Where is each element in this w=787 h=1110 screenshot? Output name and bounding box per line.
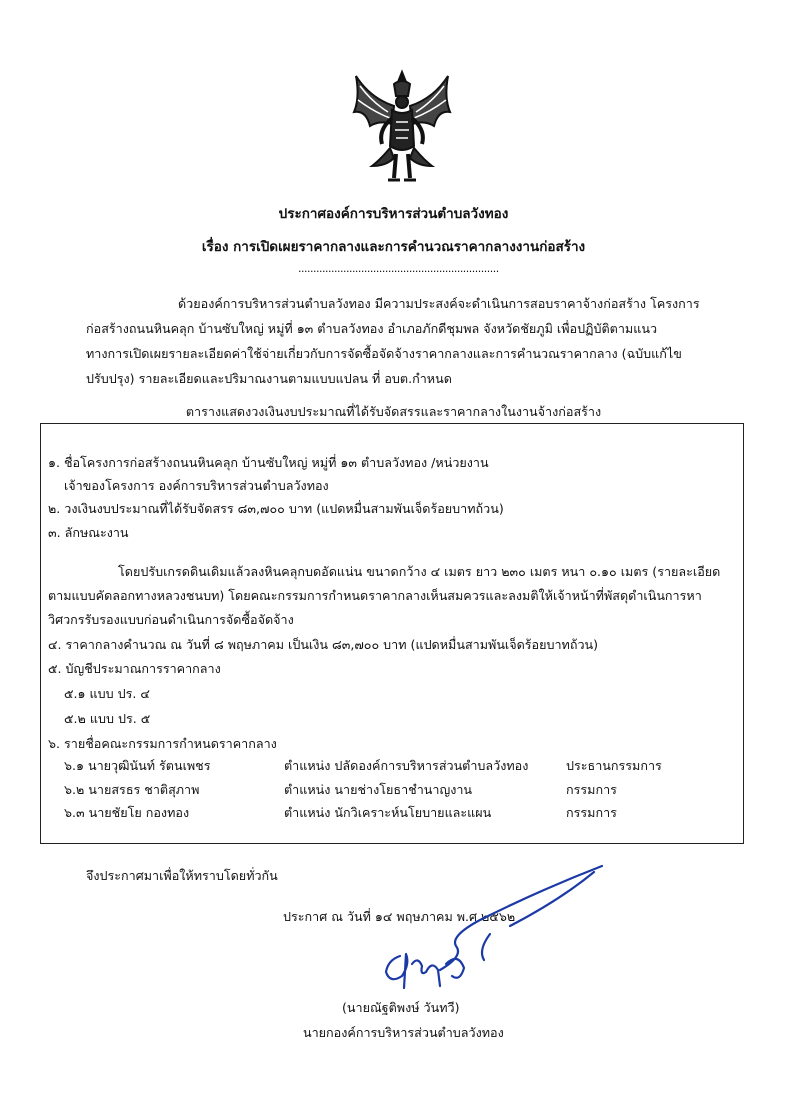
committee-role-2: กรรมการ: [566, 782, 617, 797]
item-4: ๔. ราคากลางคำนวณ ณ วันที่ ๘ พฤษภาคม เป็นเงิน ๘๓,๗๐๐ บาท (แปดหมื่นสามพันเจ็ดร้อยบาทถ้วน): [48, 637, 599, 652]
announce-date: ประกาศ ณ วันที่ ๑๔ พฤษภาคม พ.ศ.๒๕๖๒: [283, 909, 516, 924]
intro-line-3: ทางการเปิดเผยรายละเอียดค่าใช้จ่ายเกี่ยวกับการจัดซื้อจัดจ้างราคากลางและการคำนวณราคากลาง (ฉบับแก้ไข: [86, 346, 682, 361]
work-desc-line-2: ตามแบบคัดลอกทางหลวงชนบท) โดยคณะกรรมการกำหนดราคากลางเห็นสมควรและลงมติให้เจ้าหน้าที่พัสดุดำเนินการหา: [48, 588, 702, 603]
garuda-emblem-icon: [350, 68, 454, 186]
signature-icon: [360, 860, 610, 1000]
item-1-line-1: ๑. ชื่อโครงการก่อสร้างถนนหินคลุก บ้านซับใหญ่ หมู่ที่ ๑๓ ตำบลวังทอง /หน่วยงาน: [48, 455, 489, 470]
committee-position-3: ตำแหน่ง นักวิเคราะห์นโยบายและแผน: [284, 805, 492, 820]
intro-line-4: ปรับปรุง) รายละเอียดและปริมาณงานตามแบบแปลน ที่ อบต.กำหนด: [86, 371, 452, 386]
intro-line-1: ด้วยองค์การบริหารส่วนตำบลวังทอง มีความประสงค์จะดำเนินการสอบราคาจ้างก่อสร้าง โครงการ: [178, 296, 700, 311]
item-5-2: ๕.๒ แบบ ปร. ๕: [64, 711, 151, 726]
announcement-title: ประกาศองค์การบริหารส่วนตำบลวังทอง: [278, 206, 509, 222]
item-5-1: ๕.๑ แบบ ปร. ๔: [64, 686, 150, 701]
item-6: ๖. รายชื่อคณะกรรมการกำหนดราคากลาง: [48, 736, 277, 751]
work-desc-line-3: วิศวกรรับรองแบบก่อนดำเนินการจัดซื้อจัดจ้าง: [48, 612, 294, 627]
item-1-line-2: เจ้าของโครงการ องค์การบริหารส่วนตำบลวังทอง: [64, 478, 329, 493]
item-3: ๓. ลักษณะงาน: [48, 525, 129, 540]
committee-name-1: ๖.๑ นายวุฒินันท์ รัตนเพชร: [64, 758, 211, 773]
intro-line-2: ก่อสร้างถนนหินคลุก บ้านซับใหญ่ หมู่ที่ ๑๓ ตำบลวังทอง อำเภอภักดีชุมพล จังหวัดชัยภูมิ เพื่อปฏิบัติตามแนว: [86, 321, 658, 336]
committee-name-3: ๖.๓ นายชัยโย กองทอง: [64, 805, 190, 820]
signer-title: นายกองค์การบริหารส่วนตำบลวังทอง: [303, 1025, 504, 1040]
committee-role-1: ประธานกรรมการ: [566, 758, 662, 773]
announcement-subject: เรื่อง การเปิดเผยราคากลางและการคำนวณราคากลางงานก่อสร้าง: [201, 239, 586, 255]
work-desc-line-1: โดยปรับเกรดดินเดิมแล้วลงหินคลุกบดอัดแน่น ขนาดกว้าง ๔ เมตร ยาว ๒๓๐ เมตร หนา ๐.๑๐ เมตร (รายละเอียด: [118, 564, 721, 579]
item-2: ๒. วงเงินงบประมาณที่ได้รับจัดสรร ๘๓,๗๐๐ บาท (แปดหมื่นสามพันเจ็ดร้อยบาทถ้วน): [48, 501, 504, 516]
committee-position-1: ตำแหน่ง ปลัดองค์การบริหารส่วนตำบลวังทอง: [284, 758, 529, 773]
title-divider: ...................................................................: [298, 262, 499, 275]
item-5: ๕. บัญชีประมาณการราคากลาง: [48, 661, 221, 676]
committee-name-2: ๖.๒ นายสรธร ชาติสุภาพ: [64, 782, 200, 797]
committee-role-3: กรรมการ: [566, 805, 617, 820]
signer-name: (นายณัฐติพงษ์ วันทวี): [342, 1000, 460, 1015]
closing-text: จึงประกาศมาเพื่อให้ทราบโดยทั่วกัน: [86, 868, 278, 883]
table-caption: ตารางแสดงวงเงินงบประมาณที่ได้รับจัดสรรและราคากลางในงานจ้างก่อสร้าง: [185, 404, 602, 419]
committee-position-2: ตำแหน่ง นายช่างโยธาชำนาญงาน: [284, 782, 473, 797]
